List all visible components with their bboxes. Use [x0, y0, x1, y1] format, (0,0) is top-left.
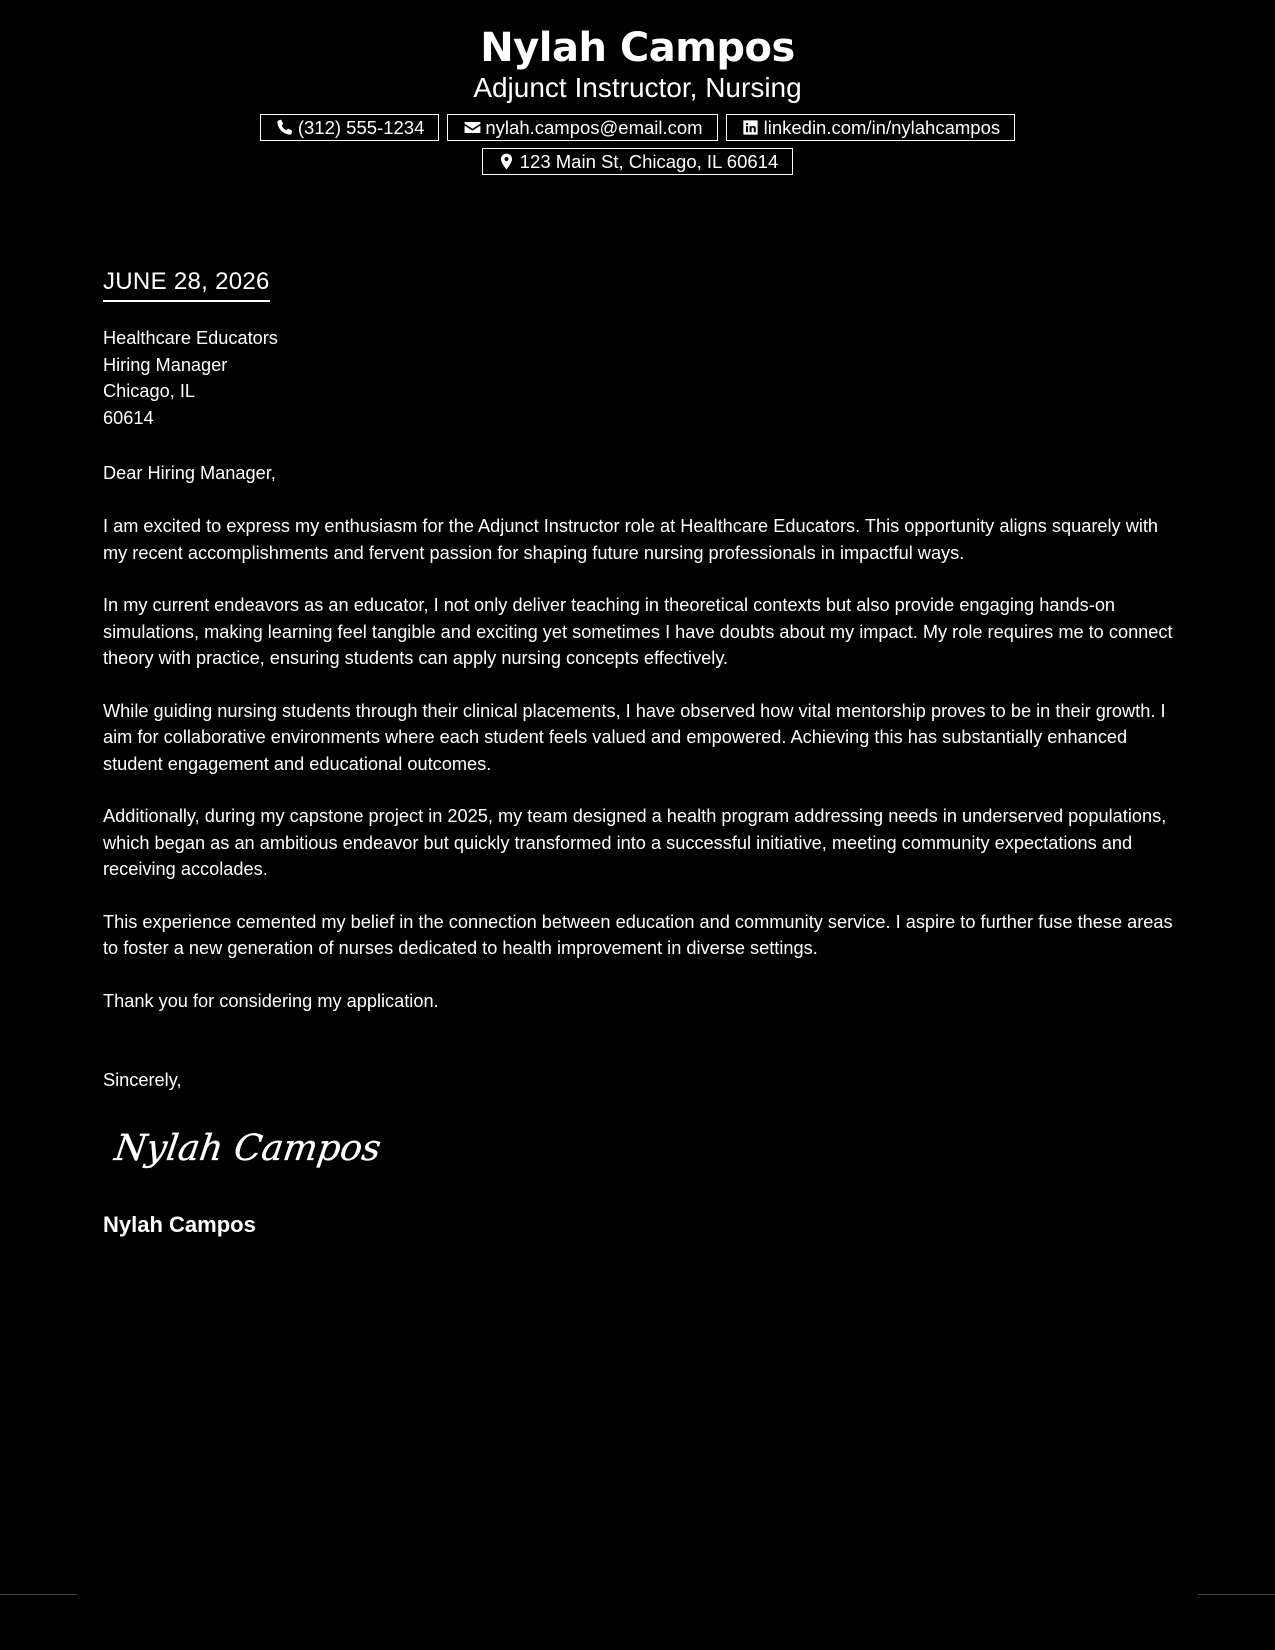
linkedin-contact[interactable] — [726, 114, 1016, 141]
email-text: nylah.campos@email.com — [485, 116, 703, 138]
footer-rule-left — [0, 1594, 77, 1595]
paragraph: In my current endeavors as an educator, I not only deliver teaching in theoretical contexts but also provide engaging hands-on simulations, making learning feel tangible and exciting yet sometimes I have doubts about my impact. My role requires me to connect theory with practice, ensuring students can apply nursing concepts effectively. — [103, 595, 1173, 668]
signer-name: Nylah Campos — [103, 1212, 256, 1237]
letter-date: JUNE 28, 2026 — [103, 266, 270, 302]
recipient-city: Chicago, IL — [103, 381, 196, 401]
address-text: 123 Main St, Chicago, IL 60614 — [519, 150, 779, 172]
paragraph: Additionally, during my capstone project in 2025, my team designed a health program addressing needs in underserved populations, which began as an ambitious endeavor but quickly transformed into a successful initiative, meeting community expectations and receiving accolades. — [103, 806, 1167, 879]
recipient-block — [103, 325, 278, 431]
letter-header — [0, 22, 1275, 175]
address-contact[interactable] — [482, 148, 794, 175]
phone-contact[interactable] — [260, 114, 440, 141]
paragraph: This experience cemented my belief in the connection between education and community service. I aspire to further fuse these areas to foster a new generation of nurses dedicated to health improvement in diverse settings. — [103, 911, 1173, 958]
contact-row-primary — [0, 114, 1275, 141]
map-marker-icon — [497, 152, 517, 172]
letter-paragraphs — [103, 513, 1183, 1040]
footer-rule-right — [1198, 1594, 1275, 1595]
applicant-title: Adjunct Instructor, Nursing — [473, 72, 802, 103]
recipient-zip: 60614 — [103, 407, 154, 428]
closing: Sincerely, — [103, 1070, 182, 1090]
paragraph: Thank you for considering my application. — [103, 990, 439, 1011]
envelope-icon — [462, 118, 482, 138]
recipient-contact: Hiring Manager — [103, 354, 228, 375]
phone-icon — [275, 118, 295, 138]
paragraph: I am excited to express my enthusiasm for the Adjunct Instructor role at Healthcare Educators. This opportunity aligns squarely with my recent accomplishments and fervent passion for shaping future nursing professionals in impactful ways. — [103, 516, 1159, 563]
recipient-company: Healthcare Educators — [103, 328, 278, 348]
svg-text:Nylah Campos: Nylah Campos — [112, 1126, 384, 1169]
linkedin-text: linkedin.com/in/nylahcampos — [763, 116, 1001, 138]
salutation: Dear Hiring Manager, — [103, 463, 276, 483]
email-contact[interactable] — [447, 114, 717, 141]
phone-text: (312) 555-1234 — [297, 116, 425, 138]
applicant-name: Nylah Campos — [480, 25, 795, 71]
contact-row-secondary — [0, 148, 1275, 175]
handwritten-signature — [112, 1120, 384, 1176]
linkedin-icon — [741, 118, 761, 138]
paragraph: While guiding nursing students through their clinical placements, I have observed how vital mentorship proves to be in their growth. I aim for collaborative environments where each student feels valued and empowered. Achieving this has substantially enhanced student engagement and educational outcomes. — [103, 700, 1166, 774]
